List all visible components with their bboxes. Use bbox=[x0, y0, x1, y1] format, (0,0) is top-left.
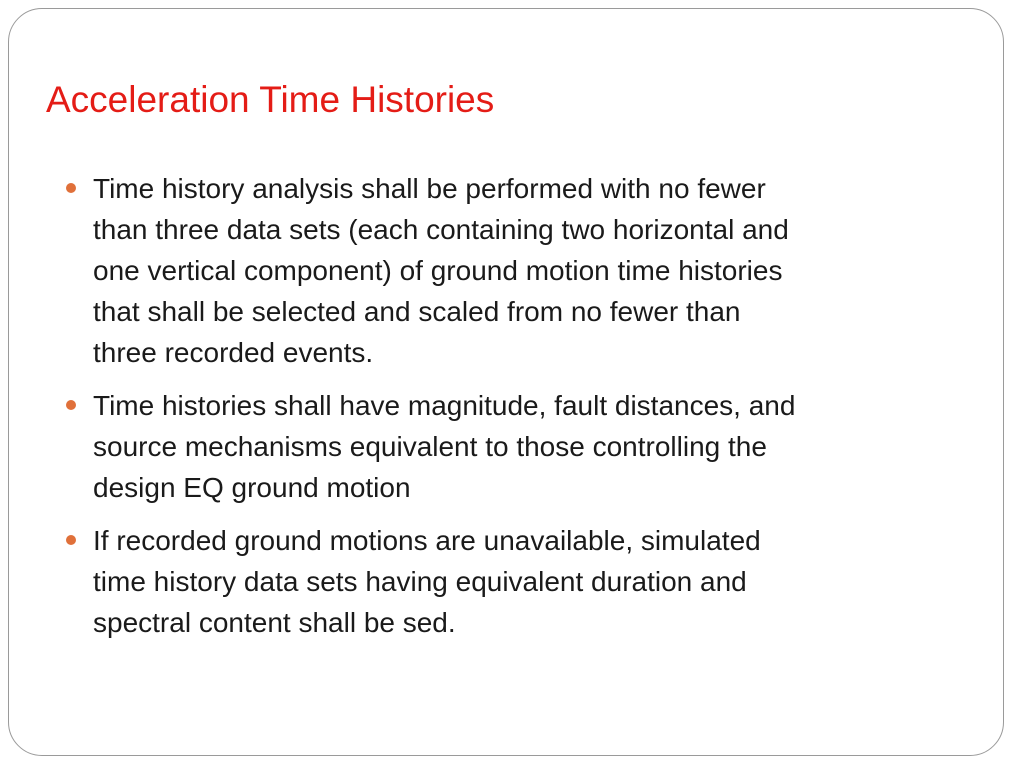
bullet-line: one vertical component) of ground motion time histories bbox=[93, 255, 783, 286]
slide-title: Acceleration Time Histories bbox=[46, 79, 495, 120]
bullet-line: spectral content shall be sed. bbox=[93, 607, 456, 638]
bullet-item bbox=[66, 520, 966, 643]
bullet-line: If recorded ground motions are unavailable, simulated bbox=[93, 525, 761, 556]
bullet-line: than three data sets (each containing two horizontal and bbox=[93, 214, 789, 245]
bullet-line: Time history analysis shall be performed with no fewer bbox=[93, 173, 766, 204]
bullet-line: that shall be selected and scaled from no fewer than bbox=[93, 296, 741, 327]
round-bullet-icon bbox=[66, 400, 76, 410]
bullet-item bbox=[66, 385, 966, 508]
round-bullet-icon bbox=[66, 183, 76, 193]
round-bullet-icon bbox=[66, 535, 76, 545]
bullet-line: time history data sets having equivalent duration and bbox=[93, 566, 747, 597]
bullet-line: Time histories shall have magnitude, fault distances, and bbox=[93, 390, 796, 421]
bullet-line: source mechanisms equivalent to those controlling the bbox=[93, 431, 767, 462]
bullet-line: three recorded events. bbox=[93, 337, 374, 368]
bullet-line: design EQ ground motion bbox=[93, 472, 411, 503]
bullet-list bbox=[66, 168, 966, 655]
bullet-item bbox=[66, 168, 966, 373]
